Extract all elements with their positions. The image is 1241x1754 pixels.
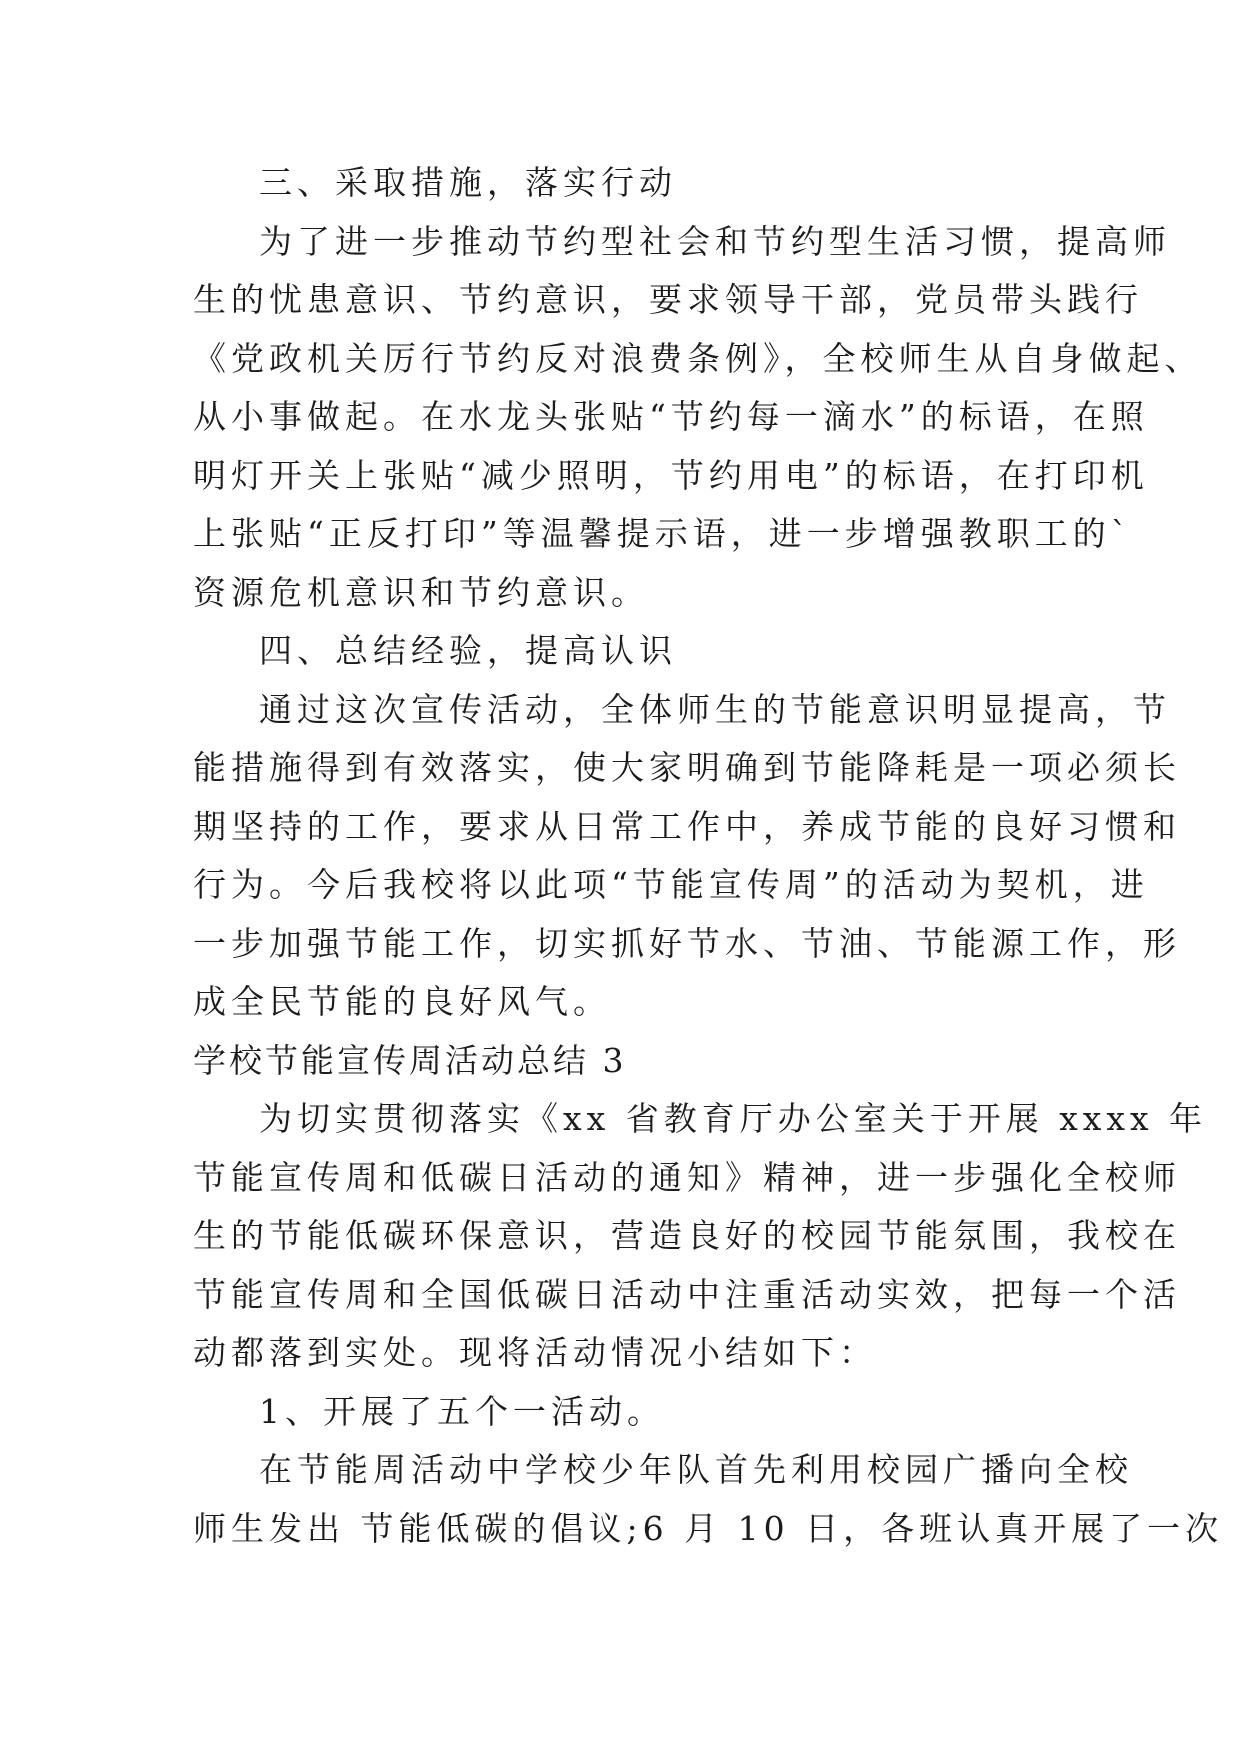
paragraph-line: 节能宣传周和低碳日活动的通知》精神，进一步强化全校师: [193, 1157, 1181, 1197]
paragraph-line: 能措施得到有效落实，使大家明确到节能降耗是一项必须长: [193, 748, 1181, 787]
document-body: [193, 154, 1224, 1558]
paragraph-line: 动都落到实处。现将活动情况小结如下：: [193, 1333, 877, 1372]
paragraph-line: 《党政机关厉行节约反对浪费条例》，全校师生从自身做起、: [193, 338, 1203, 378]
paragraph-line: 节能宣传周和全国低碳日活动中注重活动实效，把每一个活: [193, 1274, 1181, 1314]
paragraph-line: 期坚持的工作，要求从日常工作中，养成节能的良好习惯和: [193, 806, 1181, 846]
paragraph-line: 上张贴“正反打印”等温馨提示语，进一步增强教职工的`: [193, 514, 1133, 553]
paragraph-line: 行为。今后我校将以此项“节能宣传周”的活动为契机，进: [193, 865, 1149, 904]
paragraph-line: 生的节能低碳环保意识，营造良好的校园节能氛围，我校在: [193, 1216, 1181, 1255]
paragraph-line: 通过这次宣传活动，全体师生的节能意识明显提高，节: [259, 689, 1171, 729]
list-item-heading: 1、开展了五个一活动。: [259, 1391, 665, 1431]
paragraph-line: 为了进一步推动节约型社会和节约型生活习惯，提高师: [259, 221, 1171, 261]
section-heading-4: 四、总结经验，提高认识: [259, 631, 677, 670]
paragraph-line: 生的忧患意识、节约意识，要求领导干部，党员带头践行: [193, 280, 1143, 319]
paragraph-line: 明灯开关上张贴“减少照明，节约用电”的标语，在打印机: [193, 455, 1149, 495]
paragraph-line: 从小事做起。在水龙头张贴“节约每一滴水”的标语，在照: [193, 397, 1149, 436]
paragraph-line: 在节能周活动中学校少年队首先利用校园广播向全校: [259, 1450, 1133, 1489]
section-heading-3: 三、采取措施，落实行动: [259, 163, 677, 202]
paragraph-line: 成全民节能的良好风气。: [193, 982, 611, 1021]
paragraph-line: 资源危机意识和节约意识。: [193, 572, 649, 612]
summary-title: 学校节能宣传周活动总结 3: [193, 1040, 627, 1080]
paragraph-line: 一步加强节能工作，切实抓好节水、节油、节能源工作，形: [193, 923, 1181, 963]
paragraph-line: 师生发出 节能低碳的倡议;6 月 10 日，各班认真开展了一次: [193, 1508, 1224, 1548]
paragraph-line: 为切实贯彻落实《xx 省教育厅办公室关于开展 xxxx 年: [259, 1099, 1208, 1138]
